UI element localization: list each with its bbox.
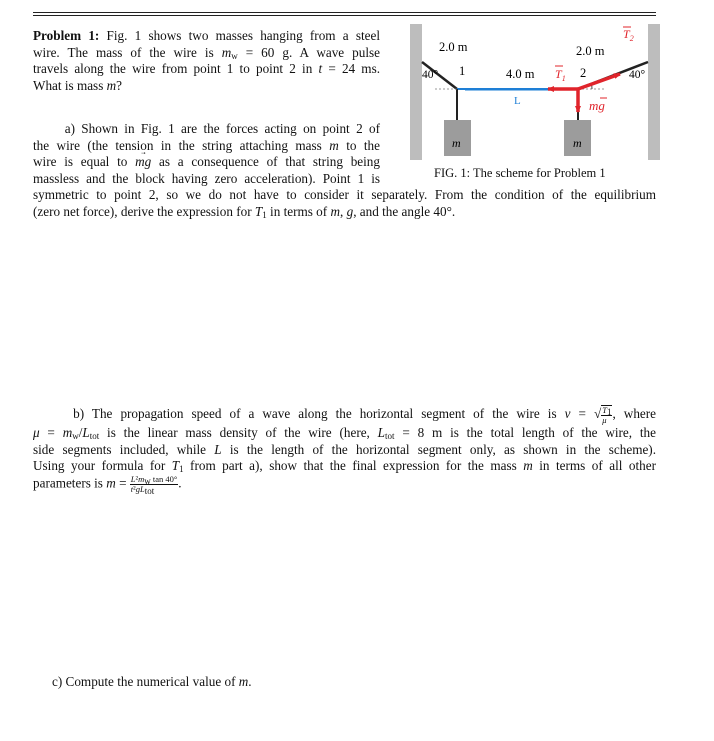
left-angle-label: 40°	[422, 69, 439, 81]
part-a: a) Shown in Fig. 1 are the forces acting on point 2 of the wire (the tension in the string attaching mass m to the wire is equal to mg as a consequence of that string being massless and the block having zero acceleration). Point 1 is	[33, 121, 380, 186]
left-wall	[410, 24, 422, 160]
problem-heading: Problem 1:	[33, 28, 100, 43]
length-L-label: L	[514, 95, 521, 107]
top-rule	[33, 12, 656, 13]
tension1-label: $T_1$	[555, 67, 566, 83]
left-length-label: 2.0 m	[439, 40, 468, 54]
problem-intro: Problem 1: Fig. 1 shows two masses hanging from a steel wire. The mass of the wire is $m_w = 60$ g. A wave pulse travels along the wire from point 1 to point 2 in t = 24 ms. What is mass m?	[33, 28, 380, 93]
point2-label: 2	[580, 66, 587, 80]
part-b: b) The propagation speed of a wave along the horizontal segment of the wire is v = √ $\frac{T_1}{\mu}$ , where $\mu = m_w/L_{tot}$ is the linear mass density of the wire (here, $L_{tot} = 8$ m is the total length of the wire, the side segments included, while L is the length of the horizontal segment only, as shown in the scheme). Using your formula for $T_1$ from part a), show that the final expression for the mass m in terms of all other parameters is m = $\frac{L^2m_w \tan 40^\circ}{t^2gL_{tot}}$ .	[33, 405, 657, 496]
middle-length-label: 4.0 m	[506, 67, 535, 81]
mass-right-label: m	[573, 136, 582, 150]
right-length-label: 2.0 m	[576, 44, 605, 58]
weight-label: mg	[589, 98, 605, 113]
figure-caption: FIG. 1: The scheme for Problem 1	[434, 166, 606, 180]
part-a-cont: symmetric to point 2, so we do not have to consider it separately. From the condition of the equilibrium (zero net force), derive the expression for $T_1$ in terms of m, g, and the angle 40°.	[33, 187, 656, 220]
top-rule-2	[33, 15, 656, 16]
mass-left-label: m	[452, 136, 461, 150]
tension2-label: $T_2$	[623, 27, 634, 43]
point1-label: 1	[459, 64, 466, 78]
right-wall	[648, 24, 660, 160]
part-c: c) Compute the numerical value of m.	[52, 674, 252, 689]
right-angle-label: 40°	[629, 69, 646, 81]
figure-scheme	[410, 22, 660, 162]
